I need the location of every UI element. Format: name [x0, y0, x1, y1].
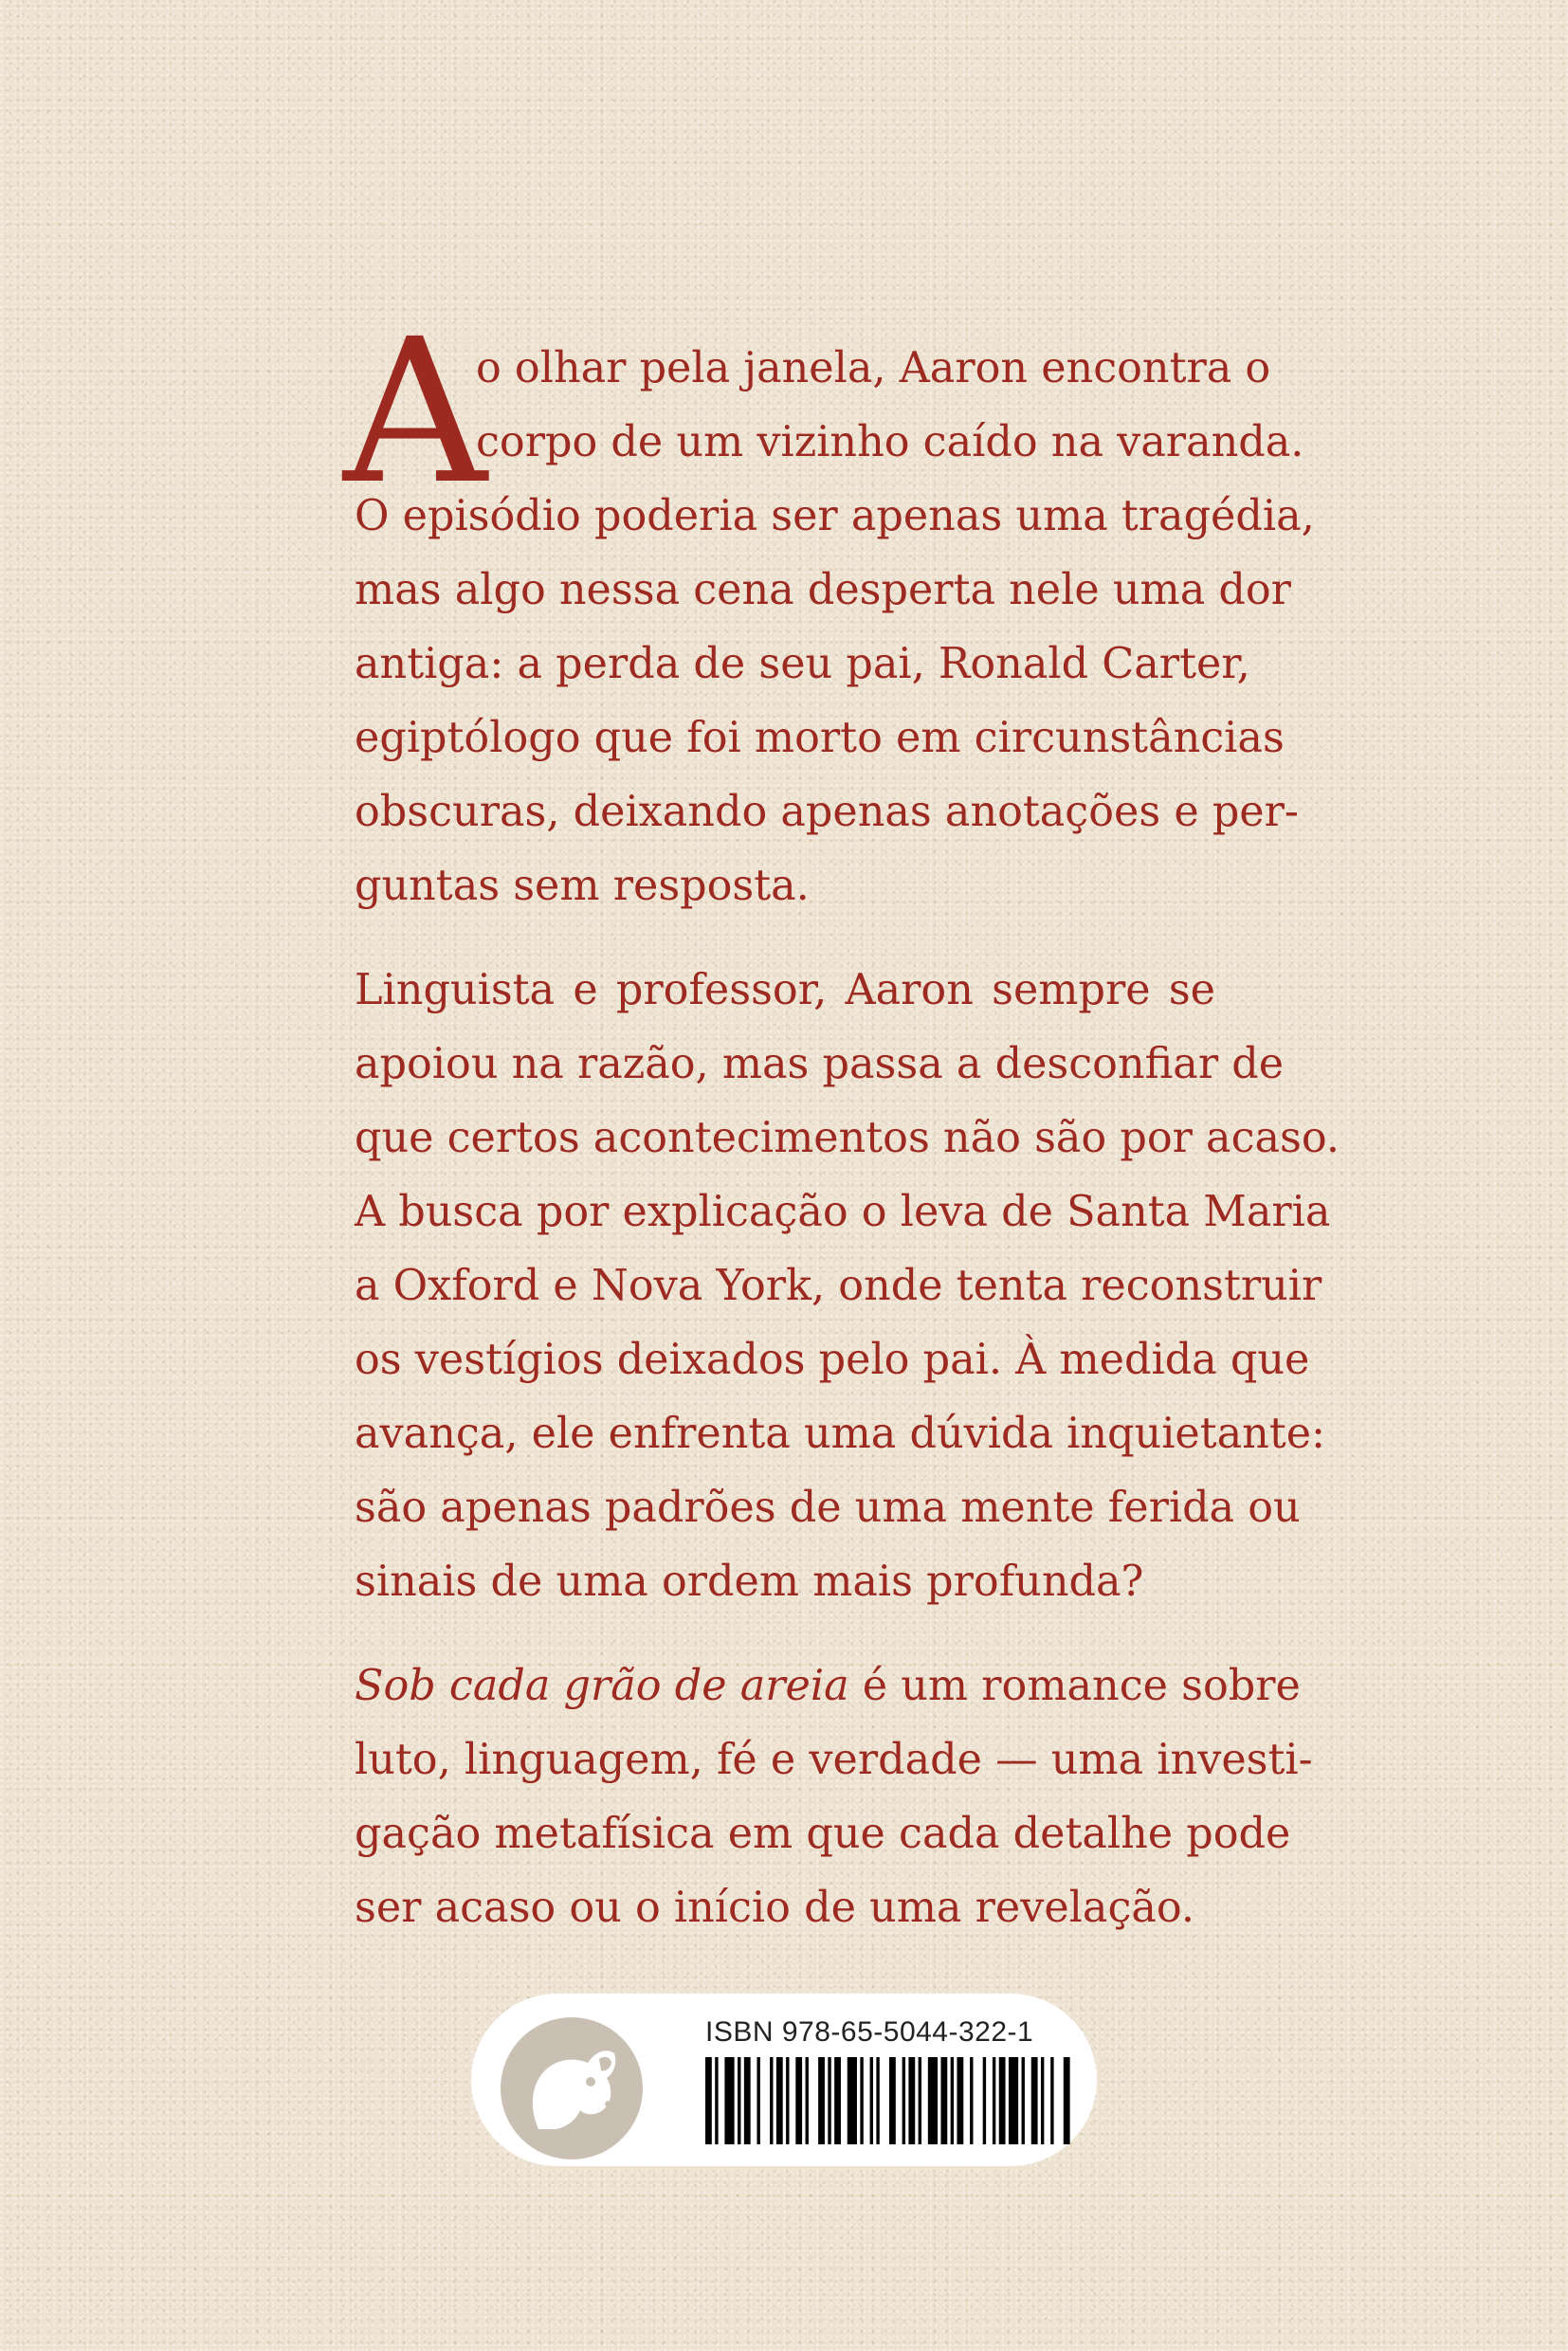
barcode-bar [940, 2057, 947, 2144]
blurb-line: a Oxford e Nova York, onde tenta reconstruir [355, 1262, 1322, 1310]
barcode-bar [1031, 2057, 1038, 2144]
blurb-text: é um romance sobre [848, 1662, 1301, 1710]
barcode-bar [1050, 2057, 1053, 2144]
barcode-bar [919, 2057, 921, 2144]
barcode-bar [1064, 2057, 1070, 2144]
barcode-bar [818, 2057, 825, 2144]
barcode-bar [993, 2057, 995, 2144]
book-title: Sob cada grão de areia [355, 1662, 849, 1710]
barcode-bar [715, 2057, 718, 2144]
barcode-bar [970, 2057, 973, 2144]
barcode-bar [776, 2057, 783, 2144]
barcode-bar [770, 2057, 773, 2144]
blurb-line: ser acaso ou o início de uma revelação. [355, 1884, 1195, 1932]
blurb-line: que certos acontecimentos não são por acaso. [355, 1114, 1340, 1162]
barcode-bar [738, 2057, 740, 2144]
barcode-bar [928, 2057, 938, 2144]
barcode-bar [876, 2057, 879, 2144]
barcode-bar [724, 2057, 734, 2144]
barcode-bar [786, 2057, 789, 2144]
blurb-line: mas algo nessa cena desperta nele uma dor [355, 566, 1291, 614]
blurb-line: gação metafísica em que cada detalhe pode [355, 1810, 1291, 1858]
blurb-line: antiga: a perda de seu pai, Ronald Carter, [355, 640, 1250, 688]
blurb-line: são apenas padrões de uma mente ferida ou [355, 1484, 1301, 1532]
barcode-bar [999, 2057, 1006, 2144]
blurb-line: guntas sem resposta. [355, 862, 810, 910]
blurb-line: obscuras, deixando apenas anotações e per- [355, 788, 1299, 836]
barcode-bar [744, 2057, 751, 2144]
blurb-line: o olhar pela janela, Aaron encontra o [476, 344, 1271, 392]
blurb-line: Linguista e professor, Aaron sempre se [355, 966, 1215, 1014]
barcode-bar [903, 2057, 905, 2144]
blurb-line [355, 1649, 1301, 1723]
barcode-bar [860, 2057, 863, 2144]
barcode-bar [848, 2057, 857, 2144]
blurb-line: os vestígios deixados pelo pai. À medida que [355, 1336, 1310, 1384]
barcode-bar [828, 2057, 830, 2144]
blurb-line: A busca por explicação o leva de Santa Maria [355, 1188, 1331, 1236]
dog-head-icon [501, 2017, 643, 2160]
barcode-bar [795, 2057, 802, 2144]
barcode-icon [705, 2057, 1073, 2144]
blurb-line: corpo de um vizinho caído na varanda. [476, 418, 1304, 466]
blurb-paragraph-3 [355, 1649, 1313, 1945]
barcode-bar [957, 2057, 963, 2144]
blurb-line: sinais de uma ordem mais profunda? [355, 1558, 1144, 1606]
barcode-bar [1022, 2057, 1025, 2144]
barcode-bar [806, 2057, 809, 2144]
barcode-bar [983, 2057, 986, 2144]
blurb-paragraph-1 [343, 296, 1315, 923]
barcode-bar [951, 2057, 954, 2144]
back-cover-blurb [343, 296, 1340, 1976]
blurb-paragraph-2 [355, 954, 1340, 1619]
barcode-bar [757, 2057, 759, 2144]
barcode-bar [1041, 2057, 1044, 2144]
barcode-bar [889, 2057, 896, 2144]
barcode-bar [870, 2057, 873, 2144]
blurb-line: avança, ele enfrenta uma dúvida inquietante: [355, 1410, 1326, 1458]
blurb-line: egiptólogo que foi morto em circunstâncias [355, 714, 1285, 762]
barcode-bar [834, 2057, 841, 2144]
blurb-line: luto, linguagem, fé e verdade — uma investi- [355, 1736, 1313, 1784]
dropcap-letter: A [343, 296, 487, 528]
blurb-line: apoiou na razão, mas passa a desconfiar de [355, 1040, 1285, 1088]
blurb-line: O episódio poderia ser apenas uma tragédia, [355, 492, 1315, 540]
barcode-bar [908, 2057, 915, 2144]
isbn-number: ISBN 978-65-5044-322-1 [705, 2016, 1034, 2048]
barcode-bar [1009, 2057, 1018, 2144]
barcode-bar [705, 2057, 712, 2144]
